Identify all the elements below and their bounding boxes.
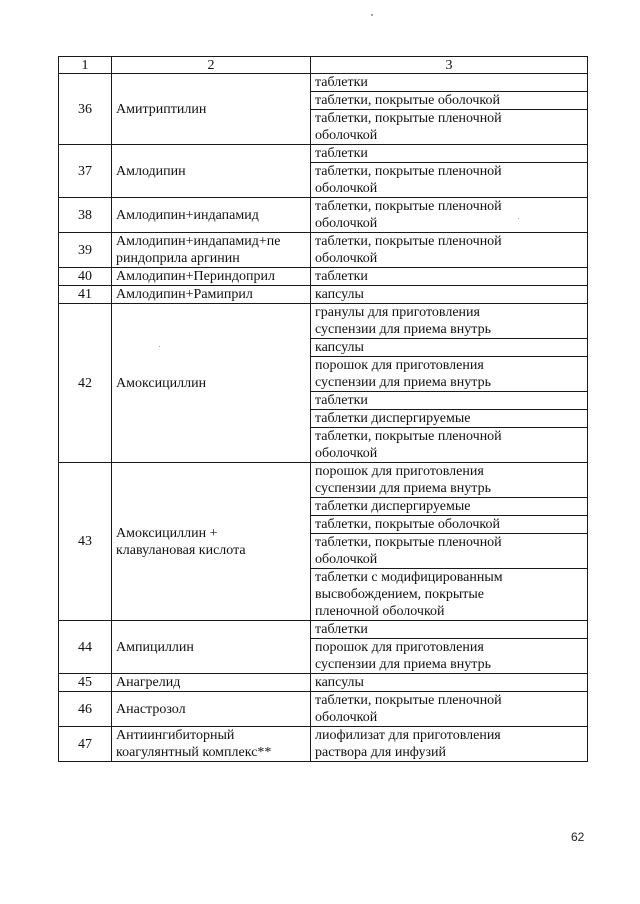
cell-line: порошок для приготовления xyxy=(315,640,484,655)
header-row xyxy=(59,57,588,74)
cell-line: Амлодипин xyxy=(116,163,186,179)
drug-name-cell xyxy=(112,463,311,621)
cell-line: Амоксициллин + xyxy=(116,525,218,541)
table-row xyxy=(59,74,588,92)
cell-line: оболочкой xyxy=(315,710,378,725)
cell-line: гранулы для приготовления xyxy=(315,305,480,320)
cell-line: оболочкой xyxy=(315,128,378,143)
cell-line: таблетки xyxy=(315,146,368,161)
table-row xyxy=(59,198,588,233)
cell-line: таблетки xyxy=(315,393,368,408)
table-row xyxy=(59,268,588,286)
row-number-cell: 46 xyxy=(59,692,112,727)
row-number-cell: 43 xyxy=(59,463,112,621)
dosage-form-cell xyxy=(311,516,588,534)
cell-line: капсулы xyxy=(315,340,364,355)
row-number-cell: 40 xyxy=(59,268,112,286)
cell-line: таблетки, покрытые пленочной xyxy=(315,234,502,249)
drug-name-cell xyxy=(112,674,311,692)
drug-name-cell xyxy=(112,286,311,304)
dosage-form-cell xyxy=(311,198,588,233)
cell-line: таблетки с модифицированным xyxy=(315,570,503,585)
cell-line: суспензии для приема внутрь xyxy=(315,322,491,337)
scan-speck xyxy=(371,14,373,16)
cell-line: Амлодипин+индапамид xyxy=(116,207,259,223)
drug-name-cell xyxy=(112,198,311,233)
cell-line: Анастрозол xyxy=(116,701,186,717)
drug-name-cell xyxy=(112,268,311,286)
dosage-form-cell xyxy=(311,674,588,692)
cell-line: лиофилизат для приготовления xyxy=(315,728,501,743)
row-number-cell: 37 xyxy=(59,145,112,198)
table-row xyxy=(59,727,588,762)
row-number-cell: 39 xyxy=(59,233,112,268)
drug-table xyxy=(58,56,588,762)
dosage-form-cell xyxy=(311,357,588,392)
cell-line: таблетки, покрытые пленочной xyxy=(315,693,502,708)
table-row xyxy=(59,692,588,727)
cell-line: таблетки, покрытые пленочной xyxy=(315,535,502,550)
cell-line: таблетки, покрытые пленочной xyxy=(315,199,502,214)
drug-name-cell xyxy=(112,304,311,463)
dosage-form-cell xyxy=(311,463,588,498)
table-row xyxy=(59,145,588,163)
cell-line: риндоприла аргинин xyxy=(116,251,240,266)
dosage-form-cell xyxy=(311,286,588,304)
cell-line: оболочкой xyxy=(315,251,378,266)
dosage-form-cell xyxy=(311,498,588,516)
table-body xyxy=(59,74,588,762)
dosage-form-cell xyxy=(311,534,588,569)
row-number-cell: 45 xyxy=(59,674,112,692)
dosage-form-cell xyxy=(311,410,588,428)
dosage-form-cell xyxy=(311,110,588,145)
row-number-cell: 42 xyxy=(59,304,112,463)
drug-name-cell xyxy=(112,621,311,674)
drug-name-cell xyxy=(112,74,311,145)
cell-line: Ампициллин xyxy=(116,639,194,655)
drug-name-cell xyxy=(112,233,311,268)
header-col-1: 1 xyxy=(59,57,112,74)
table-row xyxy=(59,674,588,692)
cell-line: оболочкой xyxy=(315,181,378,196)
cell-line: раствора для инфузий xyxy=(315,745,447,760)
cell-line: Амлодипин+Периндоприл xyxy=(116,269,275,284)
page-number: 62 xyxy=(571,830,585,844)
table-row xyxy=(59,621,588,639)
row-number-cell: 47 xyxy=(59,727,112,762)
cell-line: таблетки, покрытые пленочной xyxy=(315,164,502,179)
cell-line: оболочкой xyxy=(315,446,378,461)
cell-line: Анагрелид xyxy=(116,675,181,690)
scan-speck xyxy=(159,346,160,347)
table-row xyxy=(59,233,588,268)
row-number-cell: 38 xyxy=(59,198,112,233)
table-header xyxy=(59,57,588,74)
dosage-form-cell xyxy=(311,145,588,163)
cell-line: суспензии для приема внутрь xyxy=(315,375,491,390)
cell-line: таблетки xyxy=(315,75,368,90)
dosage-form-cell xyxy=(311,569,588,621)
drug-name-cell xyxy=(112,692,311,727)
cell-line: высвобождением, покрытые xyxy=(315,587,485,602)
dosage-form-cell xyxy=(311,92,588,110)
cell-line: Амлодипин+индапамид+пе xyxy=(116,234,281,249)
drug-name-cell xyxy=(112,145,311,198)
cell-line: порошок для приготовления xyxy=(315,358,484,373)
row-number-cell: 44 xyxy=(59,621,112,674)
cell-line: суспензии для приема внутрь xyxy=(315,481,491,496)
cell-line: таблетки, покрытые пленочной xyxy=(315,111,502,126)
dosage-form-cell xyxy=(311,639,588,674)
dosage-form-cell xyxy=(311,392,588,410)
row-number-cell: 36 xyxy=(59,74,112,145)
cell-line: таблетки, покрытые пленочной xyxy=(315,429,502,444)
cell-line: таблетки, покрытые оболочкой xyxy=(315,93,501,108)
cell-line: оболочкой xyxy=(315,552,378,567)
header-col-3: 3 xyxy=(311,57,588,74)
header-col-2: 2 xyxy=(112,57,311,74)
row-number-cell: 41 xyxy=(59,286,112,304)
dosage-form-cell xyxy=(311,339,588,357)
dosage-form-cell xyxy=(311,268,588,286)
dosage-form-cell xyxy=(311,233,588,268)
cell-line: коагулянтный комплекс** xyxy=(116,745,272,760)
cell-line: капсулы xyxy=(315,675,364,690)
dosage-form-cell xyxy=(311,621,588,639)
scan-speck xyxy=(518,218,519,219)
cell-line: капсулы xyxy=(315,287,364,302)
cell-line: Амлодипин+Рамиприл xyxy=(116,287,253,302)
dosage-form-cell xyxy=(311,304,588,339)
table-row xyxy=(59,286,588,304)
cell-line: суспензии для приема внутрь xyxy=(315,657,491,672)
cell-line: таблетки xyxy=(315,622,368,637)
dosage-form-cell xyxy=(311,727,588,762)
cell-line: Антиингибиторный xyxy=(116,728,235,743)
dosage-form-cell xyxy=(311,74,588,92)
cell-line: клавулановая кислота xyxy=(116,542,246,558)
cell-line: таблетки диспергируемые xyxy=(315,411,471,426)
table-row xyxy=(59,304,588,339)
table-row xyxy=(59,463,588,498)
cell-line: пленочной оболочкой xyxy=(315,604,445,619)
dosage-form-cell xyxy=(311,163,588,198)
cell-line: оболочкой xyxy=(315,216,378,231)
dosage-form-cell xyxy=(311,428,588,463)
dosage-form-cell xyxy=(311,692,588,727)
drug-name-cell xyxy=(112,727,311,762)
cell-line: Амитриптилин xyxy=(116,101,207,117)
cell-line: таблетки xyxy=(315,269,368,284)
cell-line: таблетки диспергируемые xyxy=(315,499,471,514)
cell-line: порошок для приготовления xyxy=(315,464,484,479)
cell-line: таблетки, покрытые оболочкой xyxy=(315,517,501,532)
cell-line: Амоксициллин xyxy=(116,375,207,391)
